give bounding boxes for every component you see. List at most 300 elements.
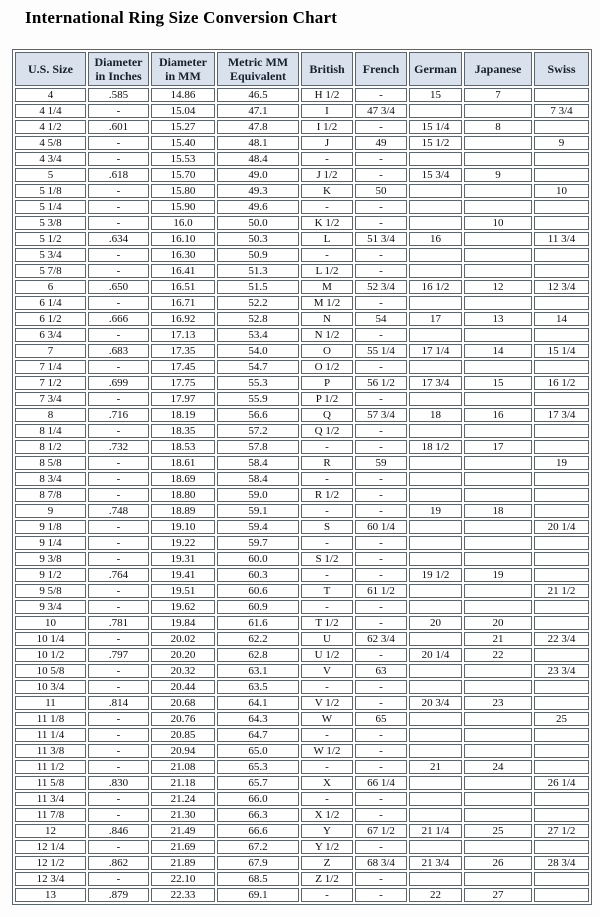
table-cell <box>534 200 589 214</box>
table-cell: 11 5/8 <box>15 776 86 790</box>
table-cell: - <box>355 792 407 806</box>
table-cell: 54.7 <box>217 360 299 374</box>
table-cell: Q 1/2 <box>301 424 353 438</box>
table-cell: - <box>355 616 407 630</box>
table-cell: 11 1/8 <box>15 712 86 726</box>
table-cell: 16.41 <box>151 264 215 278</box>
table-cell: K 1/2 <box>301 216 353 230</box>
table-cell: 11 3/8 <box>15 744 86 758</box>
table-cell: - <box>355 120 407 134</box>
table-cell: .732 <box>88 440 149 454</box>
column-header-japanese: Japanese <box>464 52 532 86</box>
table-cell <box>409 488 462 502</box>
table-cell: 16.51 <box>151 280 215 294</box>
table-cell: 59.0 <box>217 488 299 502</box>
table-cell: W 1/2 <box>301 744 353 758</box>
table-cell <box>409 264 462 278</box>
table-cell: 14 <box>534 312 589 326</box>
table-cell: 5 1/2 <box>15 232 86 246</box>
table-cell <box>409 664 462 678</box>
table-cell: 59.7 <box>217 536 299 550</box>
table-cell <box>534 424 589 438</box>
table-cell <box>464 808 532 822</box>
table-cell: 21 <box>409 760 462 774</box>
table-cell: 8 3/4 <box>15 472 86 486</box>
column-header-french: French <box>355 52 407 86</box>
table-cell: - <box>355 472 407 486</box>
table-cell <box>464 584 532 598</box>
table-cell: 9 3/4 <box>15 600 86 614</box>
table-cell: 13 <box>464 312 532 326</box>
table-cell: - <box>355 744 407 758</box>
table-cell: 52.8 <box>217 312 299 326</box>
table-cell <box>464 728 532 742</box>
table-cell: 21 3/4 <box>409 856 462 870</box>
table-cell: 50.9 <box>217 248 299 262</box>
table-row <box>15 376 589 390</box>
table-cell: 7 <box>464 88 532 102</box>
table-cell: 20.68 <box>151 696 215 710</box>
table-cell: - <box>88 680 149 694</box>
table-cell: 69.1 <box>217 888 299 902</box>
table-cell: 9 <box>464 168 532 182</box>
table-row <box>15 168 589 182</box>
table-cell <box>464 872 532 886</box>
table-cell: 16 1/2 <box>409 280 462 294</box>
table-cell: .797 <box>88 648 149 662</box>
table-row <box>15 472 589 486</box>
table-cell: 49.6 <box>217 200 299 214</box>
table-cell: 22.33 <box>151 888 215 902</box>
table-cell: 22 3/4 <box>534 632 589 646</box>
table-cell: 57.2 <box>217 424 299 438</box>
table-cell: 16 <box>464 408 532 422</box>
table-cell: 60.9 <box>217 600 299 614</box>
table-row <box>15 296 589 310</box>
table-cell: 12 1/4 <box>15 840 86 854</box>
table-cell: - <box>355 440 407 454</box>
table-cell: 18.61 <box>151 456 215 470</box>
table-cell: 18.35 <box>151 424 215 438</box>
table-cell <box>534 264 589 278</box>
table-cell: .650 <box>88 280 149 294</box>
table-row <box>15 584 589 598</box>
table-cell: 66 1/4 <box>355 776 407 790</box>
table-cell: - <box>301 248 353 262</box>
table-cell <box>464 536 532 550</box>
table-row <box>15 648 589 662</box>
table-cell <box>534 872 589 886</box>
table-cell: V <box>301 664 353 678</box>
table-cell: 19 <box>534 456 589 470</box>
table-cell: 58.4 <box>217 472 299 486</box>
table-cell: 9 1/4 <box>15 536 86 550</box>
table-row <box>15 232 589 246</box>
table-cell: 17 <box>464 440 532 454</box>
table-cell: - <box>88 296 149 310</box>
table-cell: 19 <box>409 504 462 518</box>
table-cell: - <box>88 872 149 886</box>
table-cell <box>534 296 589 310</box>
table-cell: 12 <box>464 280 532 294</box>
table-cell <box>409 104 462 118</box>
table-header <box>15 52 589 86</box>
table-cell: - <box>301 600 353 614</box>
table-row <box>15 664 589 678</box>
table-cell: I <box>301 104 353 118</box>
table-cell: 18.19 <box>151 408 215 422</box>
table-cell: 57 3/4 <box>355 408 407 422</box>
table-cell: 64.1 <box>217 696 299 710</box>
table-cell <box>464 520 532 534</box>
table-cell: 4 1/4 <box>15 104 86 118</box>
table-cell: - <box>88 840 149 854</box>
table-cell <box>464 744 532 758</box>
table-cell: 48.4 <box>217 152 299 166</box>
table-cell: - <box>355 328 407 342</box>
table-cell: 5 <box>15 168 86 182</box>
table-cell: - <box>88 392 149 406</box>
table-cell: 67.2 <box>217 840 299 854</box>
table-cell: 18.69 <box>151 472 215 486</box>
table-cell: K <box>301 184 353 198</box>
table-cell <box>534 808 589 822</box>
table-cell: - <box>355 760 407 774</box>
table-cell: - <box>88 424 149 438</box>
table-cell <box>464 264 532 278</box>
table-row <box>15 104 589 118</box>
table-cell: 20 <box>409 616 462 630</box>
table-cell: 56.6 <box>217 408 299 422</box>
table-cell: 12 <box>15 824 86 838</box>
table-cell: 21 1/4 <box>409 824 462 838</box>
table-cell: - <box>301 472 353 486</box>
table-cell: - <box>355 360 407 374</box>
table-cell: 17 <box>409 312 462 326</box>
table-cell: I 1/2 <box>301 120 353 134</box>
table-cell: - <box>88 216 149 230</box>
table-cell: - <box>355 808 407 822</box>
header-row <box>15 52 589 86</box>
table-cell: M 1/2 <box>301 296 353 310</box>
table-cell: - <box>88 536 149 550</box>
table-cell: - <box>301 504 353 518</box>
table-cell: 63.5 <box>217 680 299 694</box>
table-cell <box>464 104 532 118</box>
table-cell <box>534 440 589 454</box>
table-cell: 49.0 <box>217 168 299 182</box>
table-cell: - <box>88 360 149 374</box>
column-header-metric-mm-equivalent: Metric MM Equivalent <box>217 52 299 86</box>
table-cell: 9 5/8 <box>15 584 86 598</box>
table-cell <box>409 152 462 166</box>
table-cell: 6 1/4 <box>15 296 86 310</box>
table-row <box>15 424 589 438</box>
table-cell: 5 3/4 <box>15 248 86 262</box>
table-cell: T <box>301 584 353 598</box>
table-row <box>15 504 589 518</box>
table-cell: 12 3/4 <box>15 872 86 886</box>
table-cell: 7 <box>15 344 86 358</box>
table-cell: - <box>355 552 407 566</box>
table-cell: - <box>355 296 407 310</box>
table-cell: 47 3/4 <box>355 104 407 118</box>
table-row <box>15 440 589 454</box>
column-header-german: German <box>409 52 462 86</box>
table-cell: 16.10 <box>151 232 215 246</box>
table-cell <box>409 520 462 534</box>
table-cell: - <box>301 728 353 742</box>
table-cell: 13 <box>15 888 86 902</box>
table-body <box>15 88 589 902</box>
table-cell: R <box>301 456 353 470</box>
table-cell: - <box>301 152 353 166</box>
table-cell <box>464 136 532 150</box>
table-cell: 9 1/2 <box>15 568 86 582</box>
table-cell <box>534 680 589 694</box>
table-cell: 11 1/4 <box>15 728 86 742</box>
table-cell: 65.3 <box>217 760 299 774</box>
table-cell: 22 <box>409 888 462 902</box>
table-cell <box>464 840 532 854</box>
table-cell: 5 1/8 <box>15 184 86 198</box>
table-cell <box>534 360 589 374</box>
table-cell: 10 <box>534 184 589 198</box>
table-cell: 61.6 <box>217 616 299 630</box>
table-cell: J <box>301 136 353 150</box>
table-cell: 15 1/2 <box>409 136 462 150</box>
table-row <box>15 216 589 230</box>
table-cell <box>409 680 462 694</box>
table-row <box>15 392 589 406</box>
table-row <box>15 712 589 726</box>
table-cell: 10 1/4 <box>15 632 86 646</box>
table-cell: 55.3 <box>217 376 299 390</box>
table-cell: 20 1/4 <box>534 520 589 534</box>
table-cell: 4 <box>15 88 86 102</box>
table-cell <box>464 776 532 790</box>
table-cell: 9 <box>534 136 589 150</box>
table-cell: .666 <box>88 312 149 326</box>
table-cell <box>409 600 462 614</box>
table-cell: 52.2 <box>217 296 299 310</box>
table-cell: - <box>355 888 407 902</box>
table-cell: 66.6 <box>217 824 299 838</box>
table-cell: 52 3/4 <box>355 280 407 294</box>
table-cell: - <box>355 728 407 742</box>
table-cell <box>464 328 532 342</box>
table-cell: 8 1/2 <box>15 440 86 454</box>
table-cell: - <box>355 216 407 230</box>
table-cell: 15.27 <box>151 120 215 134</box>
table-cell: - <box>88 552 149 566</box>
table-row <box>15 808 589 822</box>
table-cell <box>464 488 532 502</box>
table-cell: S <box>301 520 353 534</box>
table-cell: - <box>88 760 149 774</box>
table-cell: - <box>355 168 407 182</box>
table-cell: 8 <box>464 120 532 134</box>
table-cell: - <box>88 184 149 198</box>
table-cell: 7 1/4 <box>15 360 86 374</box>
table-cell: 66.0 <box>217 792 299 806</box>
table-cell: 10 <box>464 216 532 230</box>
table-cell: 20.85 <box>151 728 215 742</box>
table-row <box>15 792 589 806</box>
table-row <box>15 488 589 502</box>
table-cell: 17.45 <box>151 360 215 374</box>
table-cell: 8 7/8 <box>15 488 86 502</box>
table-cell: S 1/2 <box>301 552 353 566</box>
table-cell: 61 1/2 <box>355 584 407 598</box>
table-row <box>15 152 589 166</box>
table-cell: 60 1/4 <box>355 520 407 534</box>
table-cell: T 1/2 <box>301 616 353 630</box>
table-cell: - <box>88 200 149 214</box>
table-cell: 60.6 <box>217 584 299 598</box>
table-cell <box>464 664 532 678</box>
table-cell <box>409 840 462 854</box>
table-cell: 24 <box>464 760 532 774</box>
table-cell: 25 <box>534 712 589 726</box>
table-cell: 65 <box>355 712 407 726</box>
table-cell: 16 <box>409 232 462 246</box>
table-cell: 17.75 <box>151 376 215 390</box>
table-cell: - <box>355 536 407 550</box>
table-cell: 15 3/4 <box>409 168 462 182</box>
table-row <box>15 840 589 854</box>
table-cell: - <box>355 600 407 614</box>
table-cell: 11 3/4 <box>15 792 86 806</box>
table-cell: - <box>88 248 149 262</box>
table-cell: 20.76 <box>151 712 215 726</box>
table-cell: 7 3/4 <box>15 392 86 406</box>
table-row <box>15 200 589 214</box>
table-row <box>15 312 589 326</box>
table-cell: - <box>301 568 353 582</box>
table-cell <box>409 776 462 790</box>
table-cell: 47.8 <box>217 120 299 134</box>
table-cell: 12 3/4 <box>534 280 589 294</box>
table-cell: - <box>88 792 149 806</box>
table-cell: - <box>88 472 149 486</box>
table-cell: 65.7 <box>217 776 299 790</box>
table-row <box>15 184 589 198</box>
table-cell: - <box>88 808 149 822</box>
table-cell: .748 <box>88 504 149 518</box>
table-cell: 15.04 <box>151 104 215 118</box>
table-row <box>15 600 589 614</box>
table-cell: - <box>355 88 407 102</box>
table-cell: 11 7/8 <box>15 808 86 822</box>
table-cell <box>409 536 462 550</box>
table-cell: 50.3 <box>217 232 299 246</box>
table-cell: .830 <box>88 776 149 790</box>
table-cell: 46.5 <box>217 88 299 102</box>
table-cell <box>464 424 532 438</box>
table-cell <box>534 152 589 166</box>
table-cell: 15.90 <box>151 200 215 214</box>
table-cell: 60.0 <box>217 552 299 566</box>
table-cell: 21.89 <box>151 856 215 870</box>
table-cell: 15.53 <box>151 152 215 166</box>
table-cell: 9 <box>15 504 86 518</box>
table-cell: 9 3/8 <box>15 552 86 566</box>
table-cell: 58.4 <box>217 456 299 470</box>
table-cell <box>534 392 589 406</box>
table-cell: .716 <box>88 408 149 422</box>
table-cell: 23 3/4 <box>534 664 589 678</box>
table-cell <box>409 328 462 342</box>
table-cell <box>409 872 462 886</box>
table-row <box>15 536 589 550</box>
table-cell: 17 3/4 <box>534 408 589 422</box>
table-cell <box>534 120 589 134</box>
table-cell <box>464 680 532 694</box>
table-cell: - <box>88 328 149 342</box>
table-cell: 15.70 <box>151 168 215 182</box>
table-cell: 10 1/2 <box>15 648 86 662</box>
table-cell: 54.0 <box>217 344 299 358</box>
table-cell: 19.51 <box>151 584 215 598</box>
table-cell: 67.9 <box>217 856 299 870</box>
table-cell: 18 <box>464 504 532 518</box>
table-cell: 56 1/2 <box>355 376 407 390</box>
table-cell: 15 1/4 <box>534 344 589 358</box>
table-row <box>15 632 589 646</box>
column-header-british: British <box>301 52 353 86</box>
table-cell <box>409 472 462 486</box>
table-cell: 15 1/4 <box>409 120 462 134</box>
table-cell: 5 7/8 <box>15 264 86 278</box>
table-cell: H 1/2 <box>301 88 353 102</box>
table-cell: 20.32 <box>151 664 215 678</box>
table-cell: 9 1/8 <box>15 520 86 534</box>
table-row <box>15 776 589 790</box>
table-cell: 4 3/4 <box>15 152 86 166</box>
table-cell: 20.02 <box>151 632 215 646</box>
table-cell <box>534 248 589 262</box>
table-cell: 15 <box>464 376 532 390</box>
table-cell: N <box>301 312 353 326</box>
table-row <box>15 248 589 262</box>
table-cell: 5 3/8 <box>15 216 86 230</box>
table-row <box>15 872 589 886</box>
table-cell: 51.3 <box>217 264 299 278</box>
table-cell <box>464 248 532 262</box>
table-row <box>15 328 589 342</box>
table-cell: 16.30 <box>151 248 215 262</box>
table-cell <box>409 392 462 406</box>
table-cell: 17 1/4 <box>409 344 462 358</box>
column-header-u-s-size: U.S. Size <box>15 52 86 86</box>
table-cell <box>409 216 462 230</box>
table-cell: - <box>355 488 407 502</box>
table-row <box>15 344 589 358</box>
table-cell: - <box>355 872 407 886</box>
table-cell: - <box>88 584 149 598</box>
table-row <box>15 456 589 470</box>
table-cell: 19.41 <box>151 568 215 582</box>
ring-size-conversion-table <box>12 49 592 905</box>
table-cell: 67 1/2 <box>355 824 407 838</box>
table-cell <box>409 552 462 566</box>
table-cell <box>534 216 589 230</box>
table-cell: O 1/2 <box>301 360 353 374</box>
table-cell: 18 1/2 <box>409 440 462 454</box>
table-cell: 62 3/4 <box>355 632 407 646</box>
table-cell: 17.13 <box>151 328 215 342</box>
